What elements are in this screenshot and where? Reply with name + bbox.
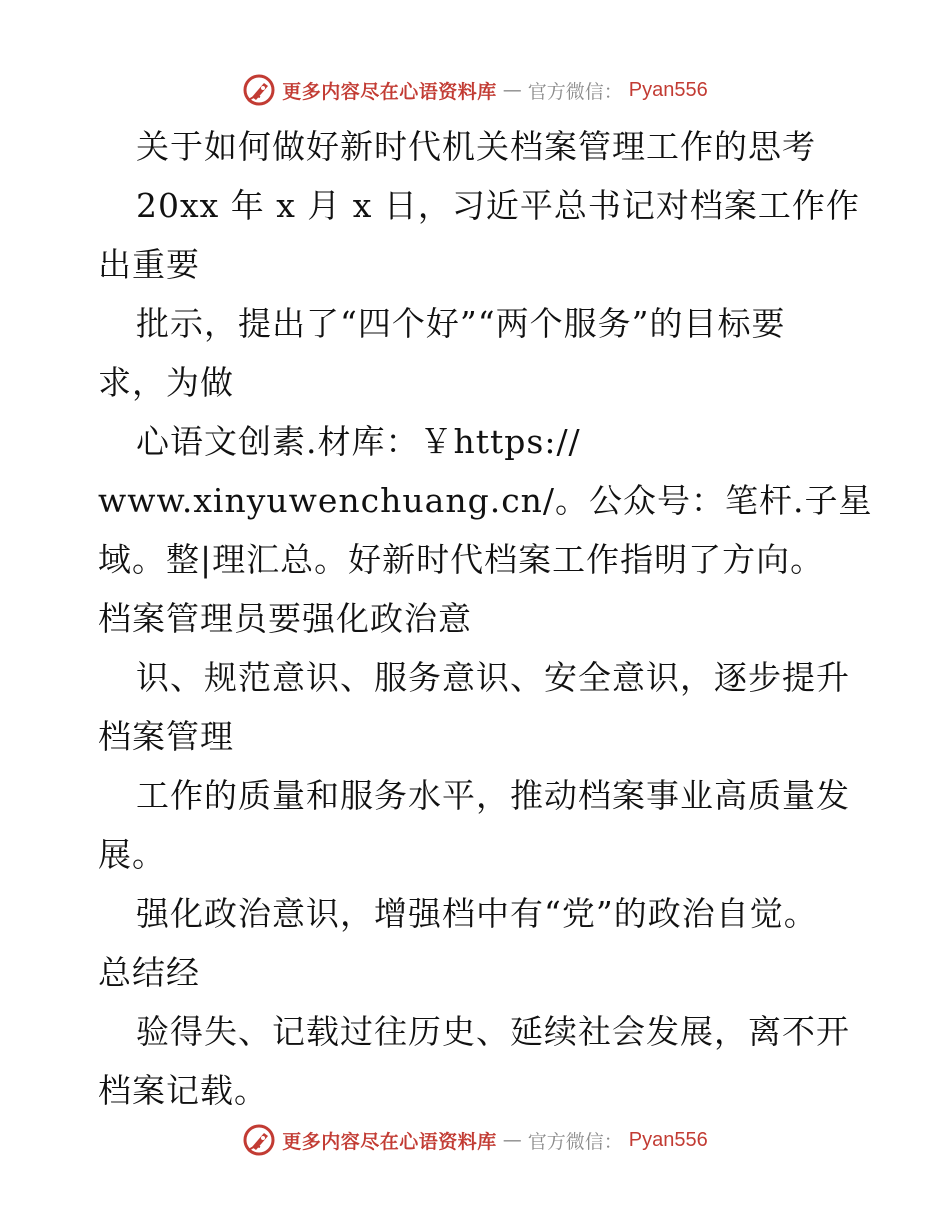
document-body <box>98 117 873 1120</box>
text-line: 识、规范意识、服务意识、安全意识，逐步提升 <box>136 658 850 697</box>
text-line: 档案记载。 <box>98 1071 268 1110</box>
banner-separator: — <box>502 79 522 101</box>
banner-wechat-id: Pyan556 <box>628 78 708 101</box>
banner-wechat-id: Pyan556 <box>628 1128 708 1151</box>
text-line: 档案管理员要强化政治意 <box>98 599 472 638</box>
pen-nib-logo-icon <box>242 1123 276 1157</box>
text-line: 出重要 <box>98 245 200 284</box>
text-line: 档案管理 <box>98 717 234 756</box>
text-line: 20xx 年 x 月 x 日，习近平总书记对档案工作作 <box>136 186 860 225</box>
text-line: 验得失、记载过往历史、延续社会发展，离不开 <box>136 1012 850 1051</box>
banner-main-text: 更多内容尽在心语资料库 <box>282 1130 497 1153</box>
text-line: 总结经 <box>98 953 200 992</box>
text-line: 批示，提出了“四个好”“两个服务”的目标要 <box>136 304 786 343</box>
text-line: www.xinyuwenchuang.cn/。公众号：笔杆.子星 <box>98 481 873 520</box>
document-title: 关于如何做好新时代机关档案管理工作的思考 <box>136 127 816 166</box>
text-line: 心语文创素.材库：￥https:// <box>136 422 581 461</box>
footer-watermark-banner <box>0 1120 950 1160</box>
text-line: 域。整|理汇总。好新时代档案工作指明了方向。 <box>98 540 825 579</box>
banner-wechat-label: 官方微信： <box>527 80 623 103</box>
banner-wechat-label: 官方微信： <box>527 1130 623 1153</box>
banner-separator: — <box>502 1129 522 1151</box>
pen-nib-logo-icon <box>242 73 276 107</box>
text-line: 展。 <box>98 835 166 874</box>
banner-main-text: 更多内容尽在心语资料库 <box>282 80 497 103</box>
text-line: 工作的质量和服务水平，推动档案事业高质量发 <box>136 776 850 815</box>
text-line: 强化政治意识，增强档中有“党”的政治自觉。 <box>136 894 818 933</box>
header-watermark-banner <box>0 70 950 110</box>
text-line: 求，为做 <box>98 363 234 402</box>
